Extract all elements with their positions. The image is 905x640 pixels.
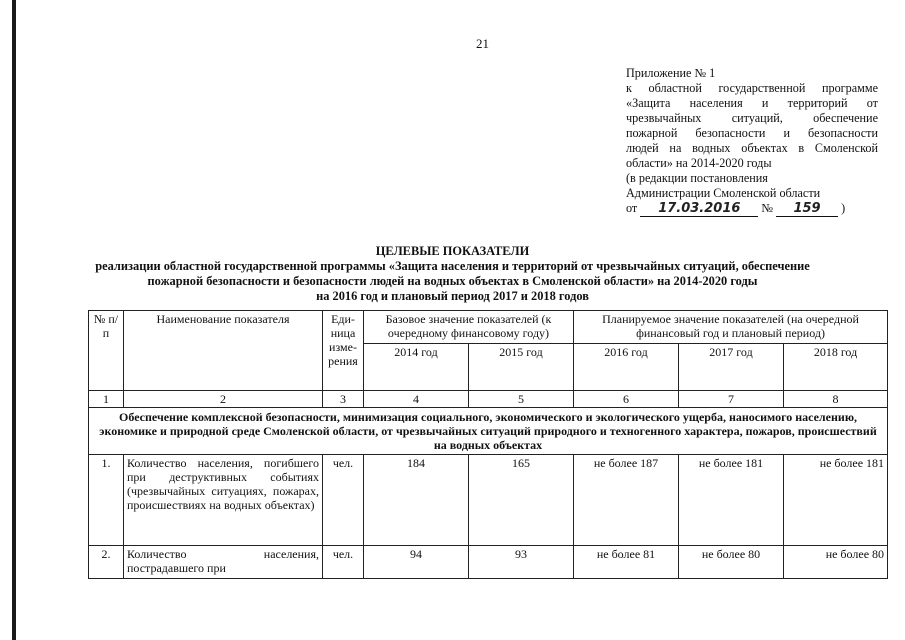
- appendix-line: «Защита населения и территорий от: [626, 96, 878, 110]
- col-number: 5: [469, 391, 574, 408]
- handwritten-number: 159: [776, 201, 838, 217]
- from-label: от: [626, 201, 638, 215]
- header-unit: Еди-ница изме-рения: [323, 311, 364, 391]
- value-2015: 93: [469, 546, 574, 579]
- appendix-line: области» на 2014-2020 годы: [626, 156, 772, 170]
- year-2016: 2016 год: [574, 344, 679, 391]
- col-number: 8: [784, 391, 888, 408]
- value-2016: не более 187: [574, 455, 679, 546]
- appendix-line: пожарной безопасности и безопасности: [626, 126, 878, 140]
- col-number: 3: [323, 391, 364, 408]
- header-num: № п/п: [89, 311, 124, 391]
- value-2017: не более 181: [679, 455, 784, 546]
- header-name: Наименование показателя: [124, 311, 323, 391]
- value-2018: не более 181: [784, 455, 888, 546]
- year-2015: 2015 год: [469, 344, 574, 391]
- value-2014: 184: [364, 455, 469, 546]
- indicator-name: Количество населения, погибшего при деструктивных событиях (чрезвычайных ситуациях, пожарах, происшествиях на водных объектах): [124, 455, 323, 546]
- value-2015: 165: [469, 455, 574, 546]
- handwritten-date: 17.03.2016: [640, 201, 758, 217]
- year-2014: 2014 год: [364, 344, 469, 391]
- indicators-table: [88, 310, 888, 579]
- row-number: 1.: [89, 455, 124, 546]
- row-number: 2.: [89, 546, 124, 579]
- doc-subtitle-line: реализации областной государственной программы «Защита населения и территорий от чрезвычайных ситуаций, обеспечение: [95, 259, 810, 273]
- appendix-line: людей на водных объектах в Смоленской: [626, 141, 878, 155]
- appendix-line: чрезвычайных ситуаций, обеспечение: [626, 111, 878, 125]
- value-2018: не более 80: [784, 546, 888, 579]
- col-number: 7: [679, 391, 784, 408]
- appendix-authority: Администрации Смоленской области: [626, 186, 821, 200]
- appendix-title: Приложение № 1: [626, 66, 716, 80]
- appendix-line: к областной государственной программе: [626, 81, 878, 95]
- table-row: [89, 455, 888, 546]
- col-number: 6: [574, 391, 679, 408]
- header-plan: Планируемое значение показателей (на очередной финансовый год и плановый период): [574, 311, 888, 344]
- year-2017: 2017 год: [679, 344, 784, 391]
- doc-subtitle-line: на 2016 год и плановый период 2017 и 2018 годов: [316, 289, 589, 303]
- col-number: 2: [124, 391, 323, 408]
- year-2018: 2018 год: [784, 344, 888, 391]
- doc-heading: ЦЕЛЕВЫЕ ПОКАЗАТЕЛИ: [375, 244, 530, 258]
- header-base: Базовое значение показателей (к очередному финансовому году): [364, 311, 574, 344]
- appendix-edition: (в редакции постановления: [626, 171, 768, 185]
- col-number: 1: [89, 391, 124, 408]
- appendix-date-row: [626, 201, 878, 217]
- appendix-block: [626, 66, 878, 217]
- unit: чел.: [323, 455, 364, 546]
- unit: чел.: [323, 546, 364, 579]
- value-2014: 94: [364, 546, 469, 579]
- section-title: Обеспечение комплексной безопасности, минимизация социального, экономического и экологического ущерба, наносимого населению, экономике и природной среде Смоленской области, от чрезвычайных ситуаций природного и техногенного характера, пожаров, происшествий на водных объектах: [89, 408, 888, 455]
- column-numbers-row: [89, 391, 888, 408]
- table-row: [89, 546, 888, 579]
- close-paren: ): [841, 201, 846, 215]
- number-label: №: [761, 201, 773, 215]
- col-number: 4: [364, 391, 469, 408]
- header-row: [89, 311, 888, 344]
- scan-edge-bar: [12, 0, 16, 640]
- value-2016: не более 81: [574, 546, 679, 579]
- section-row: [89, 408, 888, 455]
- page-number: 21: [476, 36, 489, 51]
- indicator-name: Количество населения, пострадавшего при: [124, 546, 323, 579]
- value-2017: не более 80: [679, 546, 784, 579]
- doc-subtitle-line: пожарной безопасности и безопасности людей на водных объектах в Смоленской области» на 2014-2020 годы: [147, 274, 758, 288]
